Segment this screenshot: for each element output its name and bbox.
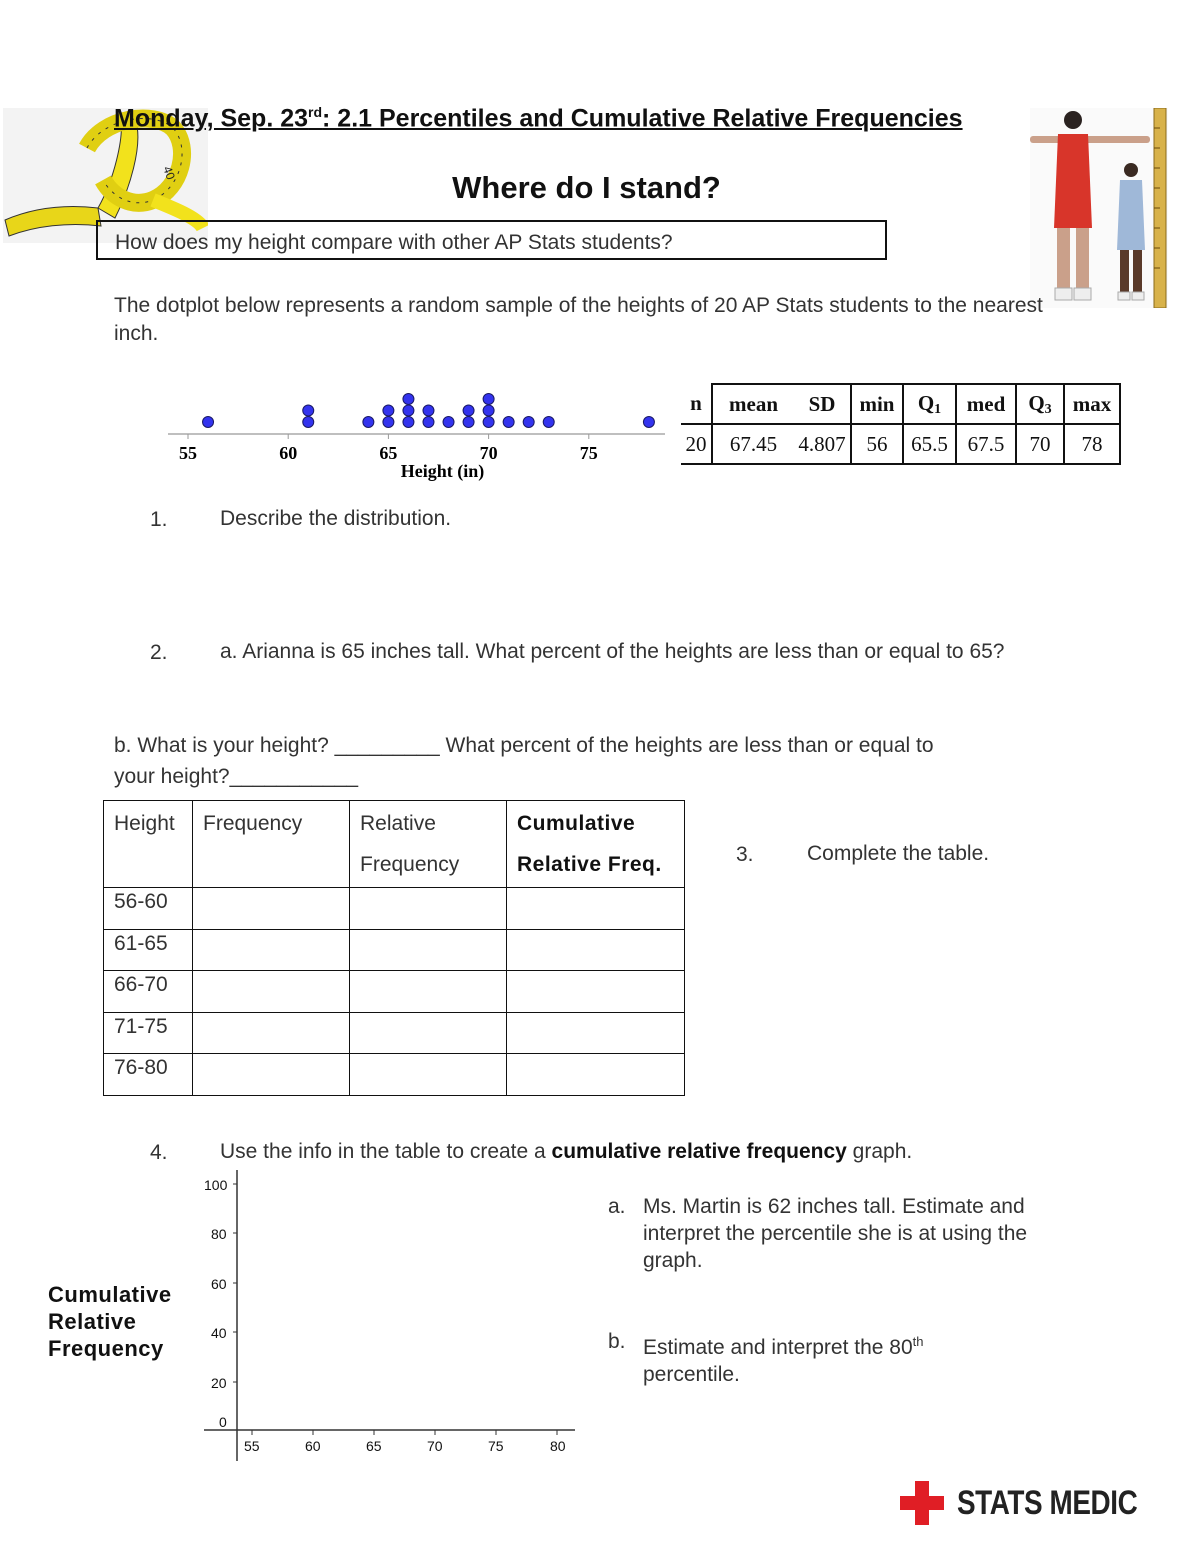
height-range-cell: 56-60 [104, 888, 193, 930]
frequency-cell[interactable] [193, 929, 350, 971]
cumulative-relative-freq-cell[interactable] [507, 888, 685, 930]
summary-header-n: n [681, 384, 712, 424]
header-height: Height [104, 801, 193, 888]
relative-frequency-cell[interactable] [350, 929, 507, 971]
table-row [104, 929, 685, 971]
x-tick-80: 80 [550, 1438, 566, 1454]
dotplot-point [303, 405, 314, 416]
x-tick-65: 65 [366, 1438, 382, 1454]
relative-frequency-cell[interactable] [350, 971, 507, 1013]
dotplot-tick-label: 70 [479, 443, 498, 463]
summary-header-q1: Q1 [903, 384, 956, 424]
summary-statistics-table [681, 383, 1121, 465]
svg-text:40: 40 [160, 164, 178, 182]
cumulative-relative-freq-cell[interactable] [507, 1054, 685, 1096]
summary-value-med: 67.5 [956, 424, 1016, 464]
relative-frequency-cell[interactable] [350, 1012, 507, 1054]
dotplot-point [543, 417, 554, 428]
cumulative-relative-freq-cell[interactable] [507, 1012, 685, 1054]
dotplot-point [403, 394, 414, 405]
stats-medic-cross-icon [900, 1481, 944, 1525]
y-tick-80: 80 [211, 1226, 227, 1242]
guiding-question-text: How does my height compare with other AP Stats students? [115, 231, 673, 254]
dotplot-point [463, 405, 474, 416]
dotplot-point [423, 405, 434, 416]
q4b-letter: b. [608, 1330, 626, 1353]
summary-value-sd: 4.807 [794, 424, 851, 464]
relative-frequency-cell[interactable] [350, 1054, 507, 1096]
dotplot-tick-label: 75 [579, 443, 598, 463]
dotplot-point [503, 417, 514, 428]
page-title: Monday, Sep. 23rd: 2.1 Percentiles and Cumulative Relative Frequencies [114, 104, 963, 133]
summary-value-q3: 70 [1016, 424, 1064, 464]
x-tick-75: 75 [488, 1438, 504, 1454]
dotplot-point [483, 417, 494, 428]
dotplot-point [443, 417, 454, 428]
q4-number: 4. [150, 1141, 168, 1164]
dotplot-tick-label: 55 [179, 443, 197, 463]
dotplot-point [303, 417, 314, 428]
dotplot-point [643, 417, 654, 428]
summary-header-med: med [956, 384, 1016, 424]
summary-header-q3: Q3 [1016, 384, 1064, 424]
height-range-cell: 76-80 [104, 1054, 193, 1096]
frequency-cell[interactable] [193, 888, 350, 930]
q4a-text: Ms. Martin is 62 inches tall. Estimate and interpret the percentile she is at using the graph. [643, 1195, 1028, 1272]
frequency-cell[interactable] [193, 1012, 350, 1054]
cumulative-relative-freq-cell[interactable] [507, 929, 685, 971]
summary-header-max: max [1064, 384, 1120, 424]
guiding-question-box [96, 220, 887, 260]
dotplot-point [483, 405, 494, 416]
q3-number: 3. [736, 843, 754, 866]
page-subtitle: Where do I stand? [452, 170, 721, 205]
dotplot-point [203, 417, 214, 428]
table-row [104, 1054, 685, 1096]
x-tick-60: 60 [305, 1438, 321, 1454]
table-row [104, 1012, 685, 1054]
q4a-letter: a. [608, 1195, 626, 1218]
relative-frequency-cell[interactable] [350, 888, 507, 930]
summary-header-min: min [851, 384, 903, 424]
height-range-cell: 61-65 [104, 929, 193, 971]
y-tick-20: 20 [211, 1375, 227, 1391]
dotplot-point [483, 394, 494, 405]
table-row [104, 971, 685, 1013]
stats-medic-logo-text: STATS MEDIC [957, 1484, 1138, 1522]
dotplot-point [463, 417, 474, 428]
summary-value-n: 20 [681, 424, 712, 464]
x-tick-70: 70 [427, 1438, 443, 1454]
q2b-line2: your height?___________ [114, 765, 359, 788]
summary-value-min: 56 [851, 424, 903, 464]
dotplot-point [523, 417, 534, 428]
summary-header-mean: mean [712, 384, 794, 424]
summary-value-max: 78 [1064, 424, 1120, 464]
y-tick-40: 40 [211, 1325, 227, 1341]
q4b-text: Estimate and interpret the 80th percentile. [643, 1334, 924, 1386]
height-range-cell: 66-70 [104, 971, 193, 1013]
q1-text: Describe the distribution. [220, 507, 452, 530]
q1-number: 1. [150, 508, 168, 531]
q2a-text: a. Arianna is 65 inches tall. What percent of the heights are less than or equal to 65? [220, 640, 1005, 663]
frequency-cell[interactable] [193, 1054, 350, 1096]
y-tick-60: 60 [211, 1276, 227, 1292]
dotplot-point [403, 405, 414, 416]
y-tick-100: 100 [204, 1177, 228, 1193]
header-cumulative-relative-freq: Cumulative Relative Freq. [507, 801, 685, 888]
dotplot-x-axis-label: Height (in) [400, 461, 485, 481]
dotplot-tick-label: 60 [279, 443, 298, 463]
dotplot-point [383, 405, 394, 416]
q2b-line1: b. What is your height? _________ What percent of the heights are less than or equal to [114, 734, 934, 757]
summary-value-q1: 65.5 [903, 424, 956, 464]
q2-number: 2. [150, 641, 168, 664]
y-tick-0: 0 [219, 1414, 227, 1430]
q4-text: Use the info in the table to create a cumulative relative frequency graph. [220, 1140, 913, 1163]
height-range-cell: 71-75 [104, 1012, 193, 1054]
dotplot-point [383, 417, 394, 428]
frequency-cell[interactable] [193, 971, 350, 1013]
dotplot-tick-label: 65 [379, 443, 398, 463]
dotplot-point [423, 417, 434, 428]
dotplot-point [403, 417, 414, 428]
header-frequency: Frequency [193, 801, 350, 888]
cumulative-relative-freq-cell[interactable] [507, 971, 685, 1013]
players-height-image [1030, 108, 1168, 308]
graph-y-axis-label: Cumulative Relative Frequency [48, 1282, 172, 1361]
dotplot-point [363, 417, 374, 428]
intro-text: The dotplot below represents a random sample of the heights of 20 AP Stats students to the nearest inch. [114, 294, 1043, 345]
summary-header-sd: SD [794, 384, 851, 424]
x-tick-55: 55 [244, 1438, 260, 1454]
cumulative-graph-axes [200, 1165, 580, 1465]
frequency-table [103, 800, 685, 1096]
header-relative-frequency: Relative Frequency [350, 801, 507, 888]
summary-value-mean: 67.45 [712, 424, 794, 464]
height-dotplot [160, 385, 680, 485]
table-row [104, 888, 685, 930]
q3-text: Complete the table. [807, 842, 990, 865]
